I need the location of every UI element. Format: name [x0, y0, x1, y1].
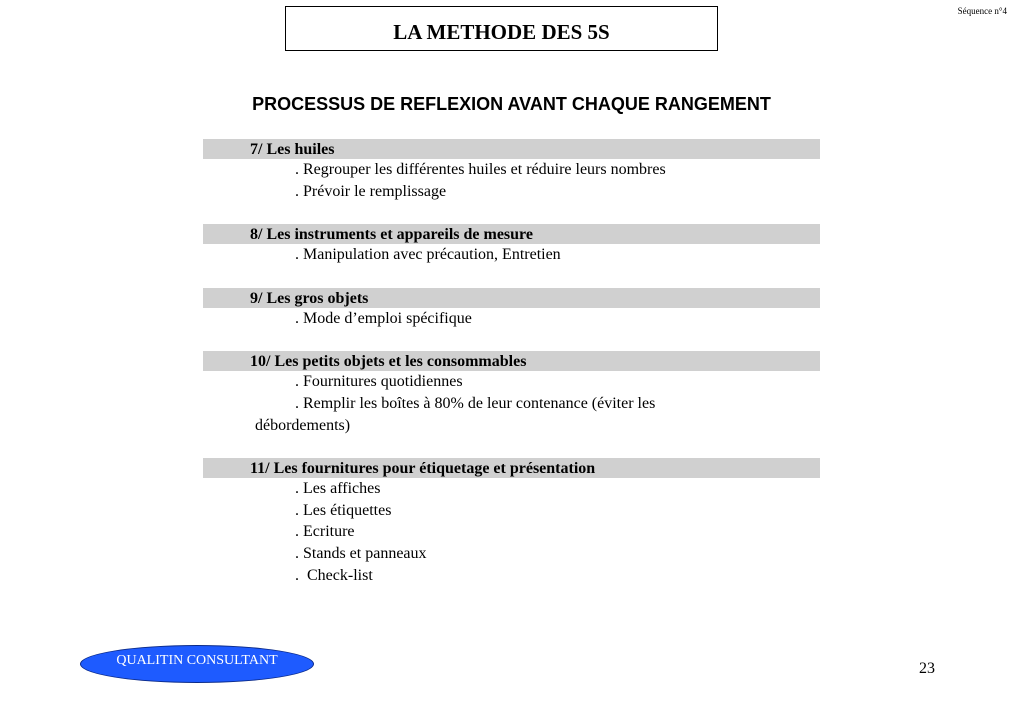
list-item: . Check-list: [295, 566, 373, 584]
page-title: LA METHODE DES 5S: [393, 20, 610, 44]
list-item-continuation: débordements): [255, 416, 351, 434]
list-item: . Manipulation avec précaution, Entretien: [295, 246, 561, 264]
list-item: . Les affiches: [295, 480, 381, 498]
company-name: QUALITIN CONSULTANT: [116, 653, 278, 668]
list-item: . Les étiquettes: [295, 501, 392, 519]
list-item: . Ecriture: [295, 523, 355, 541]
section-heading: 9/ Les gros objets: [203, 288, 820, 308]
section-large-objects: [203, 288, 820, 330]
section-instruments: [203, 224, 820, 266]
sequence-label: Séquence n°4: [957, 6, 1007, 16]
list-item: . Regrouper les différentes huiles et réduire leurs nombres: [295, 161, 666, 178]
list-item: . Stands et panneaux: [295, 544, 427, 562]
section-heading: 10/ Les petits objets et les consommables: [203, 351, 820, 371]
section-heading: 8/ Les instruments et appareils de mesure: [203, 224, 820, 244]
content-area: [203, 139, 820, 608]
list-item: . Prévoir le remplissage: [295, 182, 447, 200]
list-item: . Fournitures quotidiennes: [295, 373, 463, 391]
page-number: 23: [919, 660, 935, 677]
company-badge: [80, 645, 314, 683]
section-heading: 7/ Les huiles: [203, 139, 820, 159]
section-oils: [203, 139, 820, 202]
section-heading: 11/ Les fournitures pour étiquetage et présentation: [203, 458, 820, 478]
section-small-objects: [203, 351, 820, 436]
list-item: . Remplir les boîtes à 80% de leur contenance (éviter les: [295, 394, 656, 412]
subtitle: PROCESSUS DE REFLEXION AVANT CHAQUE RANGEMENT: [252, 94, 771, 114]
title-box: [285, 6, 718, 51]
list-item: . Mode d’emploi spécifique: [295, 309, 472, 327]
section-labeling-supplies: [203, 458, 820, 586]
